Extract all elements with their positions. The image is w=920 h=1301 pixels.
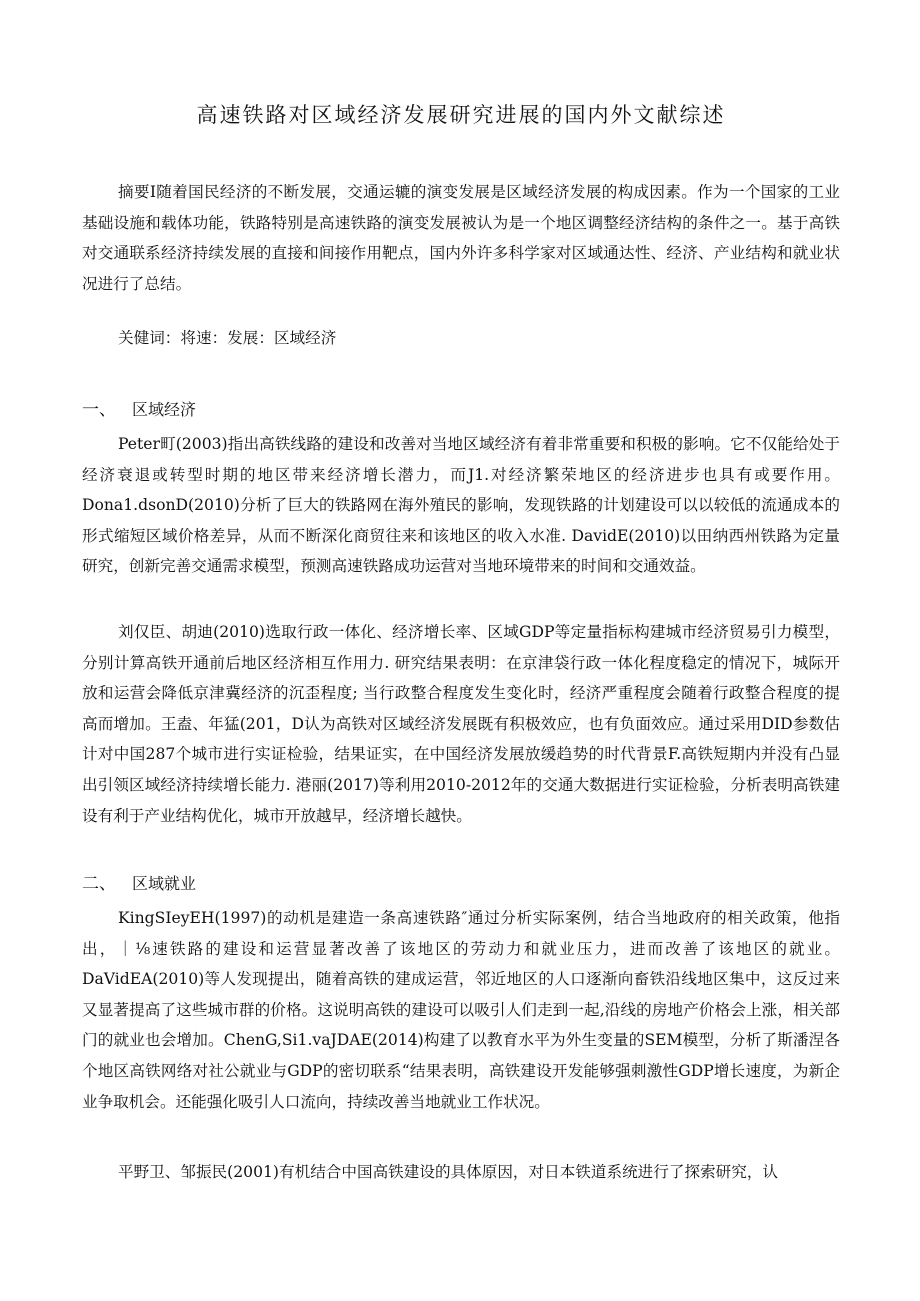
section-number: 二、	[82, 874, 116, 894]
body-paragraph: 刘仅臣、胡迪(2010)选取行政一体化、经济增长率、区域GDP等定量指标构建城市经济贸易引力模型，分别计算高铁开通前后地区经济相互作用力. 研究结果表明：在京津袋行政一体化程度稳定的情况下，城际开放和运营会降低京津冀经济的沉歪程度; 当行政整合程度发生变化时，经济严重程度会随着行政整合程度的提高而增加。王盍、年猛(201，D认为高铁对区域经济发展既有积极效应，也有负面效应。通过采用DID参数估计对中国287个城市进行实证检验，结果证实，在中国经济发展放缓趋势的时代背景F.高铁短期内并没有凸显出引领区域经济持续增长能力. 港丽(2017)等利用2010-2012年的交通大数据进行实证检验，分析表明高铁建设有利于产业结构优化，城市开放越早，经济增长越快。	[82, 623, 840, 825]
section-heading-text: 区域就业	[132, 874, 197, 893]
keywords-line: 关健词：将速：发展：区域经济	[118, 329, 337, 347]
body-paragraph: Peter町(2003)指出高铁线路的建设和改善对当地区域经济有着非常重要和积极的影响。它不仅能给处于经济衰退或转型时期的地区带来经济增长潜力，而J1.对经济繁荣地区的经济进步也具有或要作用。Dona1.dsonD(2010)分析了巨大的铁路网在海外殖民的影响，发现铁路的计划建设可以以较低的流通成本的形式缩短区域价格差异，从而不断深化商贸往来和该地区的收入水准. DavidE(2010)以田纳西州铁路为定量研究，创新完善交通需求模型，预测高速铁路成功运营对当地环境带来的时间和交通效益。	[82, 435, 840, 576]
body-paragraph: KingSIeyEH(1997)的动机是建造一条高速铁路″通过分析实际案例，结合当地政府的相关政策，他指出，｜⅛速铁路的建设和运营显著改善了该地区的劳动力和就业压力，进而改善了该地区的就业。DaVidEA(2010)等人发现提出，随着高铁的建成运营，邻近地区的人口逐渐向畜铁沿线地区集中，这反过来又显著提高了这些城市群的价格。这说明高铁的建设可以吸引人们走到一起,沿线的房地产价格会上涨，相关部门的就业也会增加。ChenG,Si1.vaJDAE(2014)构建了以教育水平为外生变量的SEM模型，分析了斯潘涅各个地区高铁网络对社公就业与GDP的密切联系“结果表明，高铁建设开发能够强刺激性GDP增长速度，为新企业争取机会。还能强化吸引人口流向，持续改善当地就业工作状况。	[82, 909, 840, 1111]
abstract-paragraph: 摘要I随着国民经济的不断发展，交通运辘的演变发展是区域经济发展的构成因素。作为一个国家的工业基础设施和载体功能，铁路特别是高速铁路的演变发展被认为是一个地区调整经济结构的条件之一。基于高铁对交通联系经济持续发展的直接和间接作用靶点，国内外许多科学家对区域通达性、经济、产业结构和就业状况进行了总结。	[82, 183, 840, 293]
page-title: 高速铁路对区域经济发展研究进展的国内外文献综述	[196, 103, 726, 127]
body-paragraph: 平野卫、邹振民(2001)有机结合中国高铁建设的具体原因，对日本铁道系统进行了探索研究，认	[118, 1163, 779, 1181]
section-number: 一、	[82, 400, 116, 420]
section-heading-regional-employment	[82, 869, 196, 899]
section-heading-text: 区域经济	[132, 400, 197, 419]
section-heading-regional-economy	[82, 395, 196, 425]
